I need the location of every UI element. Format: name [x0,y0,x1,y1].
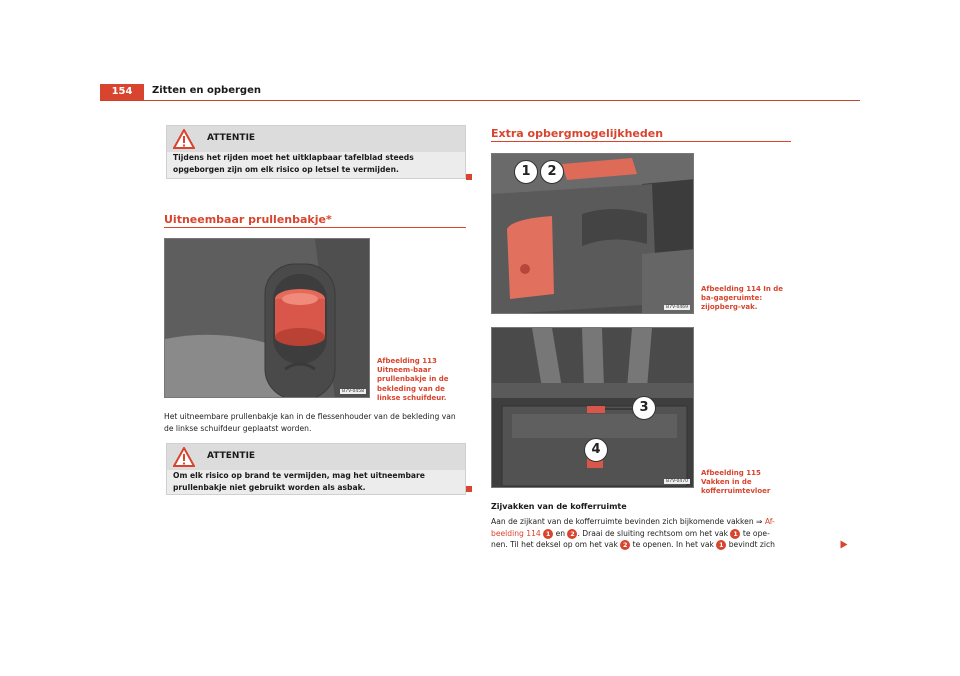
section-title-rule [164,227,466,228]
figure-link[interactable]: beelding 114 [491,528,541,538]
figure-code: B7V-0469 [666,305,688,310]
figure-callout-2: 2 [540,160,564,184]
waste-bin-description: Het uitneembare prullenbakje kan in de flessenhouder van de bekleding van de linkse schuifdeur geplaatst worden. [164,412,456,433]
callout-ref-2: 2 [620,540,630,550]
warning-triangle-icon [173,447,195,467]
paragraph-text: Aan de zijkant van de kofferruimte bevinden zich bijkomende vakken ⇒ [491,517,765,526]
paragraph-text: nen. Til het deksel op om het vak [491,540,621,549]
paragraph-text: en [553,528,568,538]
section-title-waste-bin: Uitneembaar prullenbakje* [164,213,332,226]
figure-floor-compartment-image [491,327,694,488]
figure-code: B7V-0458 [342,389,364,394]
figure-113-caption: Afbeelding 113 Uitneem-baar prullenbakje in de bekleding van de linkse schuifdeur. [377,357,449,402]
callout-ref-1: 1 [730,529,740,539]
paragraph-line-3 [491,539,801,551]
warning-triangle-icon [173,129,195,149]
warning-box-bottom [166,443,466,495]
page-header-title: Zitten en opbergen [152,85,261,96]
paragraph-line-1 [491,516,801,528]
paragraph-text: bevindt zich [726,540,775,549]
section-end-mark [466,486,472,492]
callout-ref-1: 1 [543,529,553,539]
callout-ref-1: 1 [716,540,726,550]
section-end-mark [466,174,472,180]
warning-label: ATTENTIE [207,451,256,461]
figure-callout-3: 3 [632,396,656,420]
paragraph-text: te ope- [740,528,770,538]
figure-callout-4: 4 [584,438,608,462]
callout-ref-2: 2 [567,529,577,539]
warning-header [167,444,465,470]
warning-box-top [166,125,466,179]
header-rule [100,100,860,101]
figure-side-compartment-image [491,153,694,314]
side-compartments-paragraph [491,516,801,551]
warning-label: ATTENTIE [207,133,256,143]
figure-callout-1: 1 [514,160,538,184]
paragraph-text: . Draai de sluiting rechtsom om het vak [577,528,731,538]
figure-waste-bin-image [164,238,370,398]
floor-compartment-illustration [492,328,694,488]
waste-bin-illustration [165,239,370,398]
continue-arrow-icon [841,541,848,549]
paragraph-line-2 [491,528,801,540]
section-title-rule [491,141,791,142]
figure-114-caption: Afbeelding 114 In de ba-gageruimte: zijopberg-vak. [701,285,784,312]
paragraph-text: te openen. In het vak [630,540,717,549]
warning-header [167,126,465,152]
subheading-side-compartments: Zijvakken van de kofferruimte [491,502,627,511]
section-title-extra-storage: Extra opbergmogelijkheden [491,127,664,140]
figure-link[interactable]: Af- [764,517,775,526]
warning-text: Tijdens het rijden moet het uitklapbaar tafelblad steeds opgeborgen zijn om elk risico op letsel te vermijden. [173,153,414,174]
page-number: 154 [100,84,144,100]
figure-115-caption: Afbeelding 115 Vakken in de kofferruimtevloer [701,469,771,496]
warning-text: Om elk risico op brand te vermijden, mag het uitneembare prullenbakje niet gebruikt worden als asbak. [173,471,425,492]
figure-code: B7V-0470 [666,479,688,484]
